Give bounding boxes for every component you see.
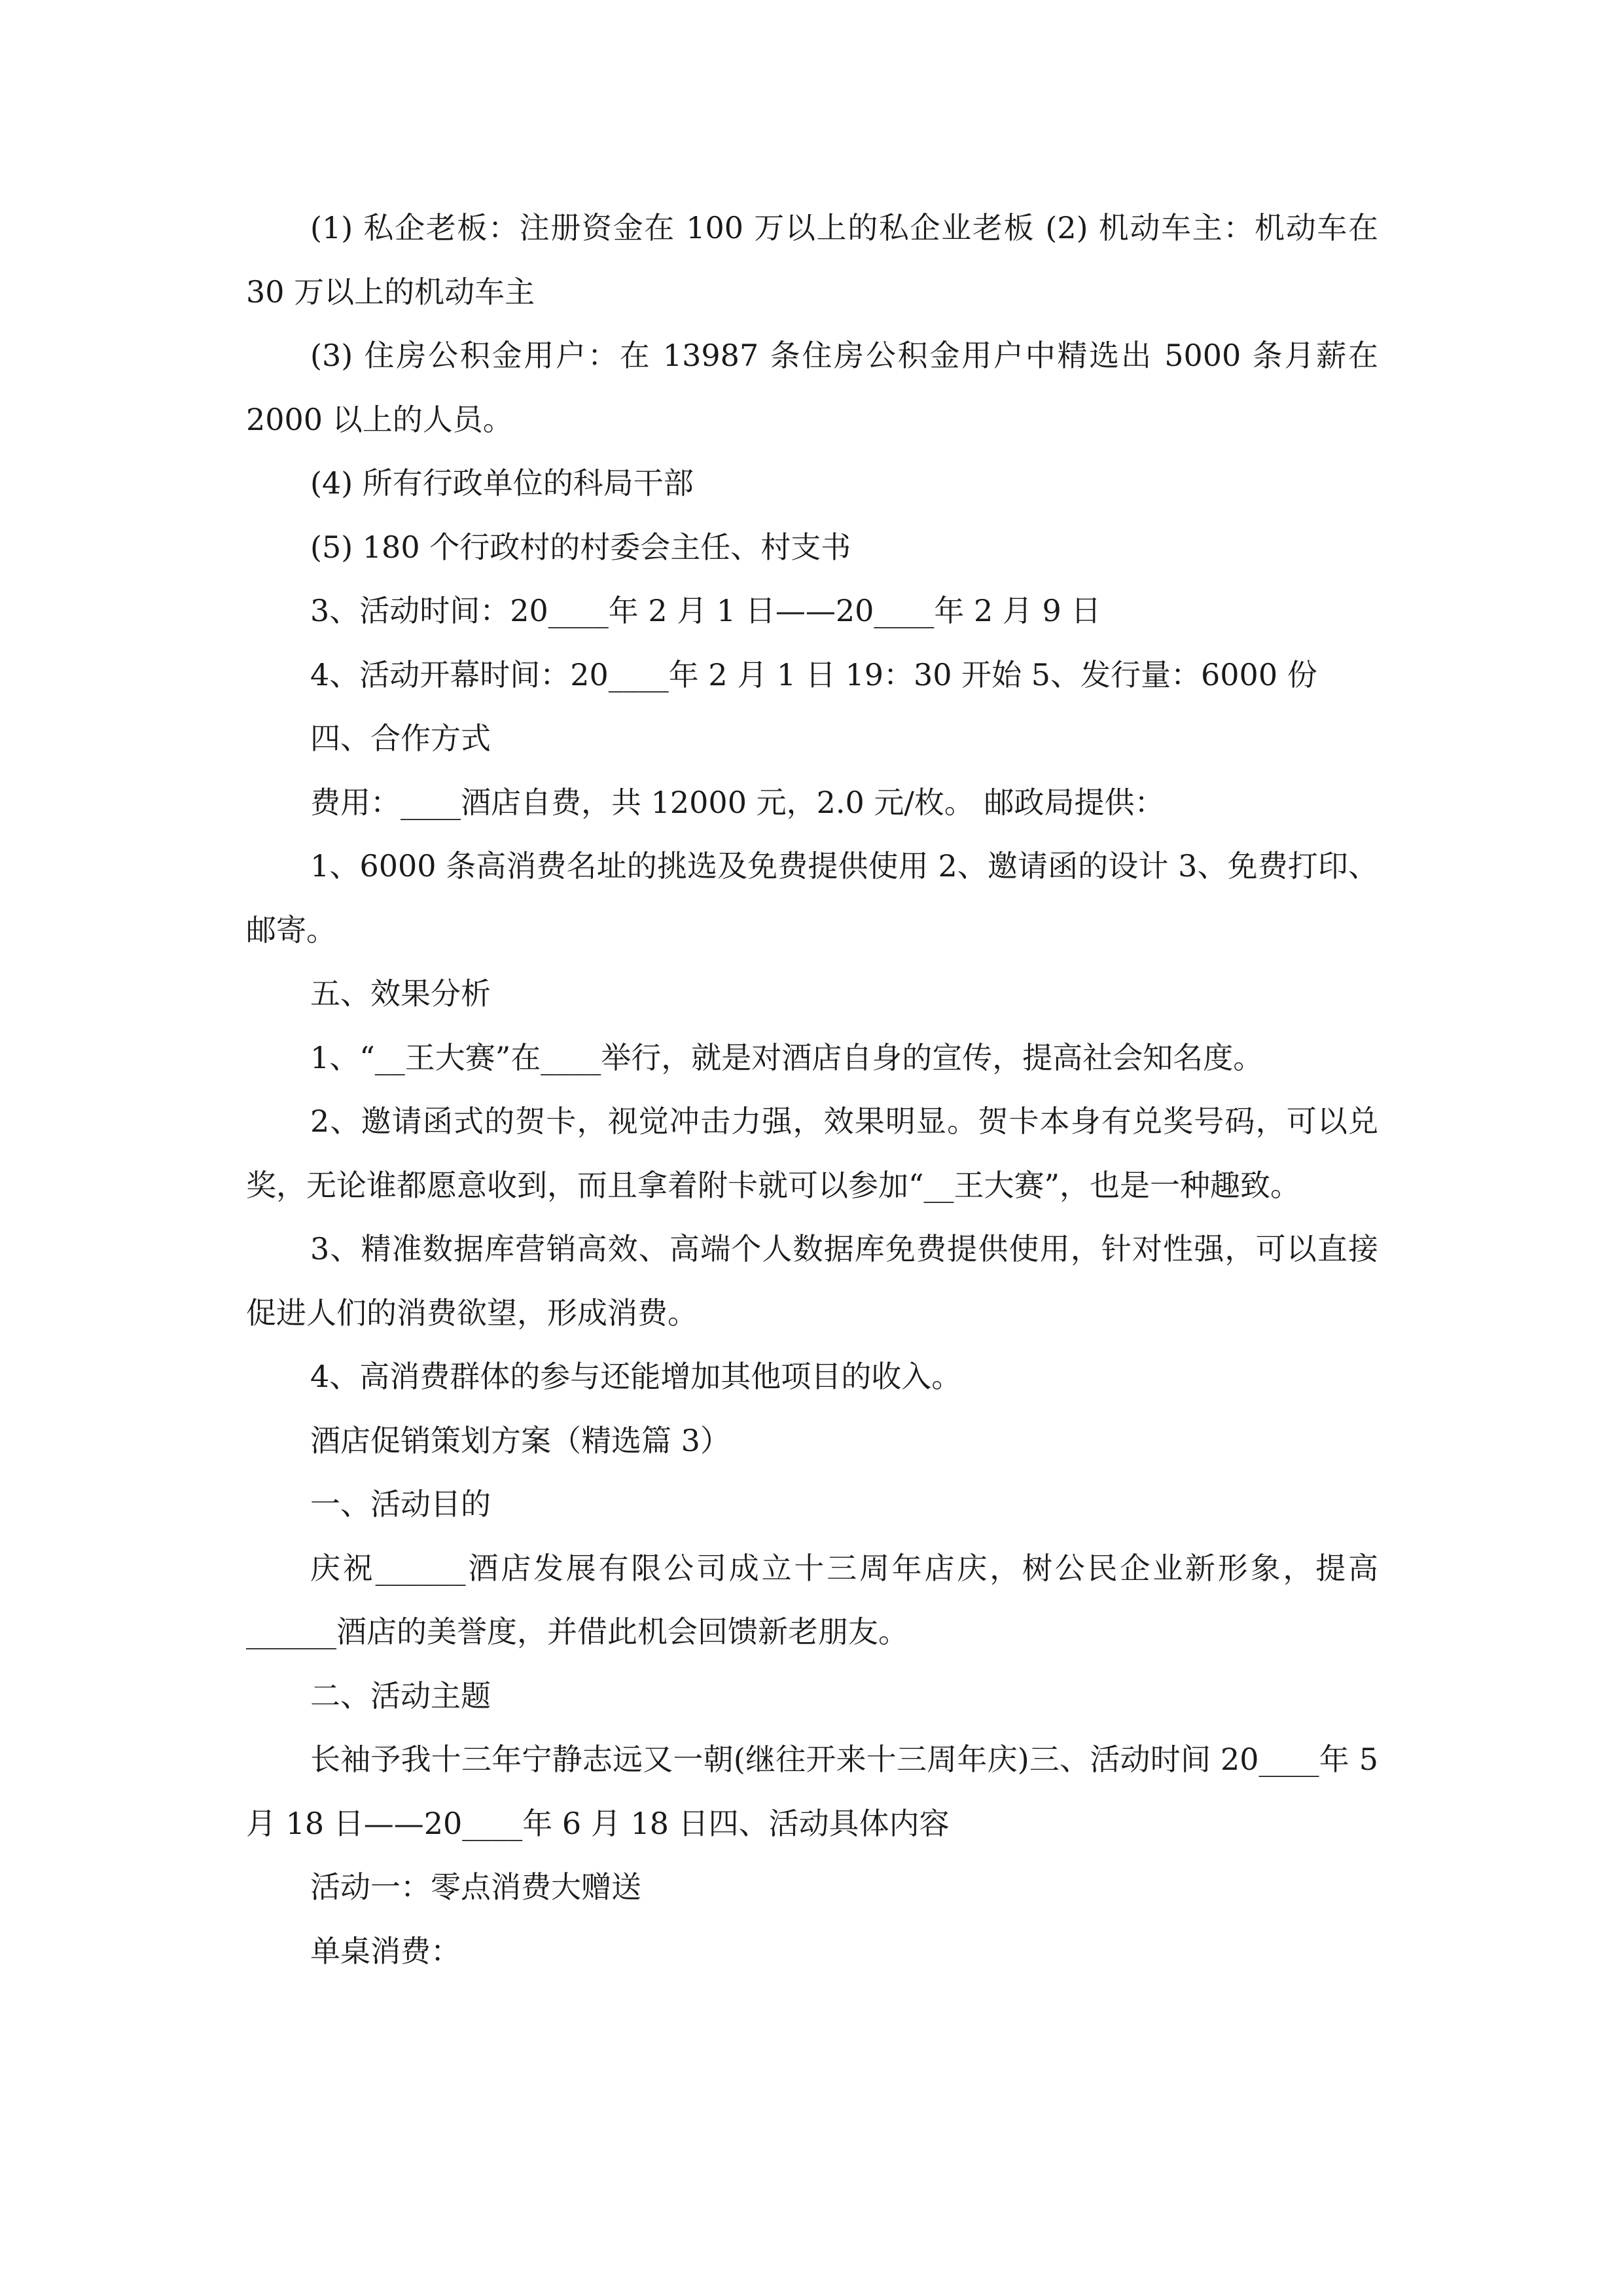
paragraph-opening-time: 4、活动开幕时间：20____年 2 月 1 日 19：30 开始 5、发行量：6000 份 (310, 656, 1317, 692)
paragraph-cadres: (4) 所有行政单位的科局干部 (310, 465, 694, 501)
paragraph-private-owners: (1) 私企老板：注册资金在 100 万以上的私企业老板 (2) 机动车主：机动车在 30 万以上的机动车主 (246, 210, 1388, 310)
heading-theme: 二、活动主题 (310, 1677, 491, 1713)
heading-activity-one: 活动一：零点消费大赠送 (310, 1869, 641, 1905)
paragraph-effect-3: 3、精准数据库营销高效、高端个人数据库免费提供使用，针对性强，可以直接促进人们的消费欲望，形成消费。 (246, 1231, 1378, 1331)
paragraph-single-table: 单桌消费： (310, 1933, 461, 1969)
heading-effect-analysis: 五、效果分析 (310, 976, 491, 1011)
paragraph-effect-2: 2、邀请函式的贺卡，视觉冲击力强，效果明显。贺卡本身有兑奖号码，可以兑奖，无论谁都愿意收到，而且拿着附卡就可以参加“__王大赛”，也是一种趣致。 (246, 1103, 1378, 1203)
paragraph-effect-1: 1、“__王大赛”在____举行，就是对酒店自身的宣传，提高社会知名度。 (310, 1039, 1264, 1075)
paragraph-effect-4: 4、高消费群体的参与还能增加其他项目的收入。 (310, 1359, 962, 1394)
paragraph-event-time: 3、活动时间：20____年 2 月 1 日——20____年 2 月 9 日 (310, 593, 1101, 628)
paragraph-cost: 费用：____酒店自费，共 12000 元，2.0 元/枚。 邮政局提供： (310, 784, 1165, 820)
section-title-plan-3: 酒店促销策划方案（精选篇 3） (310, 1422, 730, 1458)
paragraph-housing-fund-users: (3) 住房公积金用户：在 13987 条住房公积金用户中精选出 5000 条月薪在 2000 以上的人员。 (246, 338, 1388, 437)
heading-cooperation: 四、合作方式 (310, 721, 491, 756)
paragraph-theme-and-time: 长袖予我十三年宁静志远又一朝(继往开来十三周年庆)三、活动时间 20____年 5 月 18 日——20____年 6 月 18 日四、活动具体内容 (246, 1742, 1388, 1841)
document-page (246, 196, 1388, 1983)
paragraph-purpose: 庆祝______酒店发展有限公司成立十三周年店庆，树公民企业新形象，提高______酒店的美誉度，并借此机会回馈新老朋友。 (246, 1550, 1378, 1649)
paragraph-village-heads: (5) 180 个行政村的村委会主任、村支书 (310, 529, 851, 565)
heading-purpose: 一、活动目的 (310, 1486, 491, 1522)
paragraph-post-office-services: 1、6000 条高消费名址的挑选及免费提供使用 2、邀请函的设计 3、免费打印、邮寄。 (246, 848, 1378, 948)
